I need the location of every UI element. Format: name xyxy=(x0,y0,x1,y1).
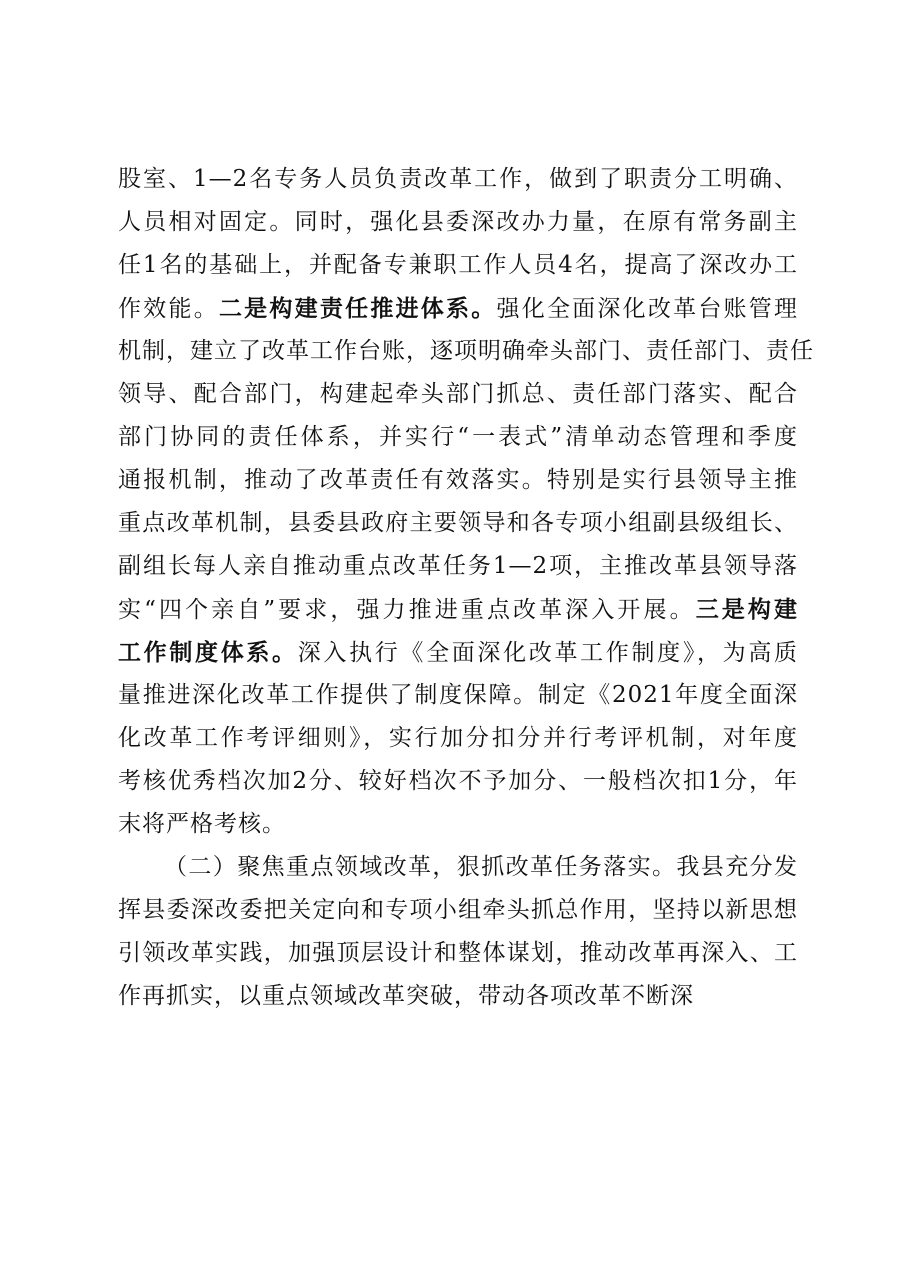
text-line xyxy=(118,932,798,975)
text-run: 部门协同的责任体系，并实行“一表式”清单动态管理和季度 xyxy=(118,424,798,450)
text-line xyxy=(118,588,798,631)
bold-heading-run: 工作制度体系。 xyxy=(118,639,298,666)
text-line xyxy=(118,803,798,846)
bold-heading-run: 二是构建责任推进体系。 xyxy=(218,295,497,322)
text-run: 作再抓实，以重点领域改革突破，带动各项改革不断深 xyxy=(118,983,694,1009)
text-run: 通报机制，推动了改革责任有效落实。特别是实行县领导主推 xyxy=(118,467,798,493)
text-run: 人员相对固定。同时，强化县委深改办力量，在原有常务副主 xyxy=(118,209,798,235)
text-run: 股室、1—2名专务人员负责改革工作，做到了职责分工明确、 xyxy=(118,166,798,192)
text-run: 挥县委深改委把关定向和专项小组牵头抓总作用，坚持以新思想 xyxy=(118,897,798,923)
text-line xyxy=(118,674,798,717)
text-run: （二）聚焦重点领域改革，狠抓改革任务落实。我县充分发 xyxy=(164,854,798,880)
text-run: 引领改革实践，加强顶层设计和整体谋划，推动改革再深入、工 xyxy=(118,940,798,966)
text-line xyxy=(118,631,798,674)
text-line xyxy=(118,717,798,760)
text-run: 末将严格考核。 xyxy=(118,811,286,837)
text-run: 任1名的基础上，并配备专兼职工作人员4名，提高了深改办工 xyxy=(118,252,798,278)
text-run: 重点改革机制，县委县政府主要领导和各专项小组副县级组长、 xyxy=(118,510,798,536)
text-line xyxy=(118,459,798,502)
text-run: 副组长每人亲自推动重点改革任务1—2项，主推改革县领导落 xyxy=(118,553,798,579)
text-run: 强化全面深化改革台账管理 xyxy=(496,296,799,322)
text-line xyxy=(118,889,798,932)
text-run: 深入执行《全面深化改革工作制度》，为高质 xyxy=(297,640,799,666)
text-run: 作效能。 xyxy=(118,296,219,322)
document-page xyxy=(118,158,814,1018)
section-heading-line xyxy=(118,846,798,889)
text-run: 考核优秀档次加2分、较好档次不予加分、一般档次扣1分，年 xyxy=(118,768,798,794)
text-run: 实“四个亲自”要求，强力推进重点改革深入开展。 xyxy=(118,597,696,623)
text-line xyxy=(118,330,814,373)
text-line xyxy=(118,502,798,545)
text-run: 量推进深化改革工作提供了制度保障。制定《2021年度全面深 xyxy=(118,682,798,708)
text-run: 化改革工作考评细则》，实行加分扣分并行考评机制，对年度 xyxy=(118,725,798,751)
text-line xyxy=(118,158,798,201)
text-run: 领导、配合部门，构建起牵头部门抓总、责任部门落实、配合 xyxy=(118,381,798,407)
text-line xyxy=(118,244,798,287)
text-line xyxy=(118,201,798,244)
text-line xyxy=(118,760,798,803)
text-line xyxy=(118,545,798,588)
text-line xyxy=(118,373,798,416)
text-line xyxy=(118,416,798,459)
text-run: 机制，建立了改革工作台账，逐项明确牵头部门、责任部门、责任 xyxy=(118,338,814,364)
text-line xyxy=(118,287,798,330)
text-line xyxy=(118,975,798,1018)
bold-heading-run: 三是构建 xyxy=(695,596,798,623)
